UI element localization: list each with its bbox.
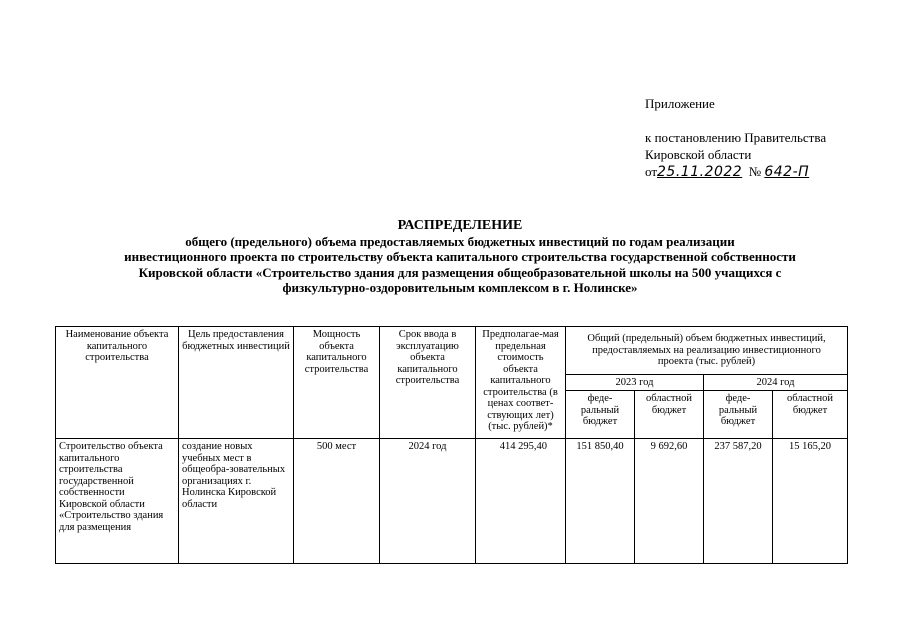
title-line-1: общего (предельного) объема предоставляемых бюджетных инвестиций по годам реализации xyxy=(185,233,735,249)
header-total: Общий (предельный) объем бюджетных инвестиций, предоставляемых на реализацию инвестиционного проекта (тыс. рублей) xyxy=(566,327,848,375)
appendix-block xyxy=(645,95,826,181)
date-prefix: от xyxy=(645,164,658,179)
cell-reg-2023: 9 692,60 xyxy=(635,439,704,564)
header-row-1 xyxy=(56,327,848,375)
appendix-line-2: Кировской области xyxy=(645,147,752,162)
appendix-line-1: к постановлению Правительства xyxy=(645,130,827,145)
appendix-date-line xyxy=(645,163,826,181)
cell-name: Строительство объекта капитального строительства государственной собственности Кировской области «Строительство здания для размещения xyxy=(56,439,179,564)
title-heading: РАСПРЕДЕЛЕНИЕ xyxy=(397,218,523,233)
header-capacity: Мощность объекта капитального строительства xyxy=(294,327,380,439)
header-fed-2023: феде-ральный бюджет xyxy=(566,391,635,439)
cell-purpose: создание новых учебных мест в общеобра-зовательных организациях г. Нолинска Кировской области xyxy=(179,439,294,564)
title-line-4: физкультурно-оздоровительным комплексом в г. Нолинске» xyxy=(282,280,638,295)
document-title xyxy=(40,218,880,296)
handwritten-date: 25.11.2022 xyxy=(657,164,743,180)
header-cost: Предполагае-мая предельная стоимость объекта капитального строительства (в ценах соответ-ствующих лет) (тыс. рублей)* xyxy=(476,327,566,439)
appendix-label: Приложение xyxy=(645,96,715,111)
investment-table xyxy=(55,326,848,564)
cell-reg-2024: 15 165,20 xyxy=(773,439,848,564)
header-name: Наименование объекта капитального строительства xyxy=(56,327,179,439)
title-line-3: Кировской области «Строительство здания для размещения общеобразовательной школы на 500 учащихся с xyxy=(138,264,782,280)
cell-capacity: 500 мест xyxy=(294,439,380,564)
cell-fed-2024: 237 587,20 xyxy=(704,439,773,564)
handwritten-number: 642-П xyxy=(764,164,810,180)
number-prefix: № xyxy=(748,164,762,179)
cell-fed-2023: 151 850,40 xyxy=(566,439,635,564)
table-row xyxy=(56,439,848,564)
header-fed-2024: феде-ральный бюджет xyxy=(704,391,773,439)
cell-cost: 414 295,40 xyxy=(476,439,566,564)
cell-deadline: 2024 год xyxy=(380,439,476,564)
header-reg-2024: областной бюджет xyxy=(773,391,848,439)
header-year-2023: 2023 год xyxy=(566,374,704,391)
header-deadline: Срок ввода в эксплуатацию объекта капитального строительства xyxy=(380,327,476,439)
header-year-2024: 2024 год xyxy=(704,374,848,391)
header-purpose: Цель предоставления бюджетных инвестиций xyxy=(179,327,294,439)
header-reg-2023: областной бюджет xyxy=(635,391,704,439)
title-line-2: инвестиционного проекта по строительству объекта капитального строительства государственной собственности xyxy=(124,249,796,264)
